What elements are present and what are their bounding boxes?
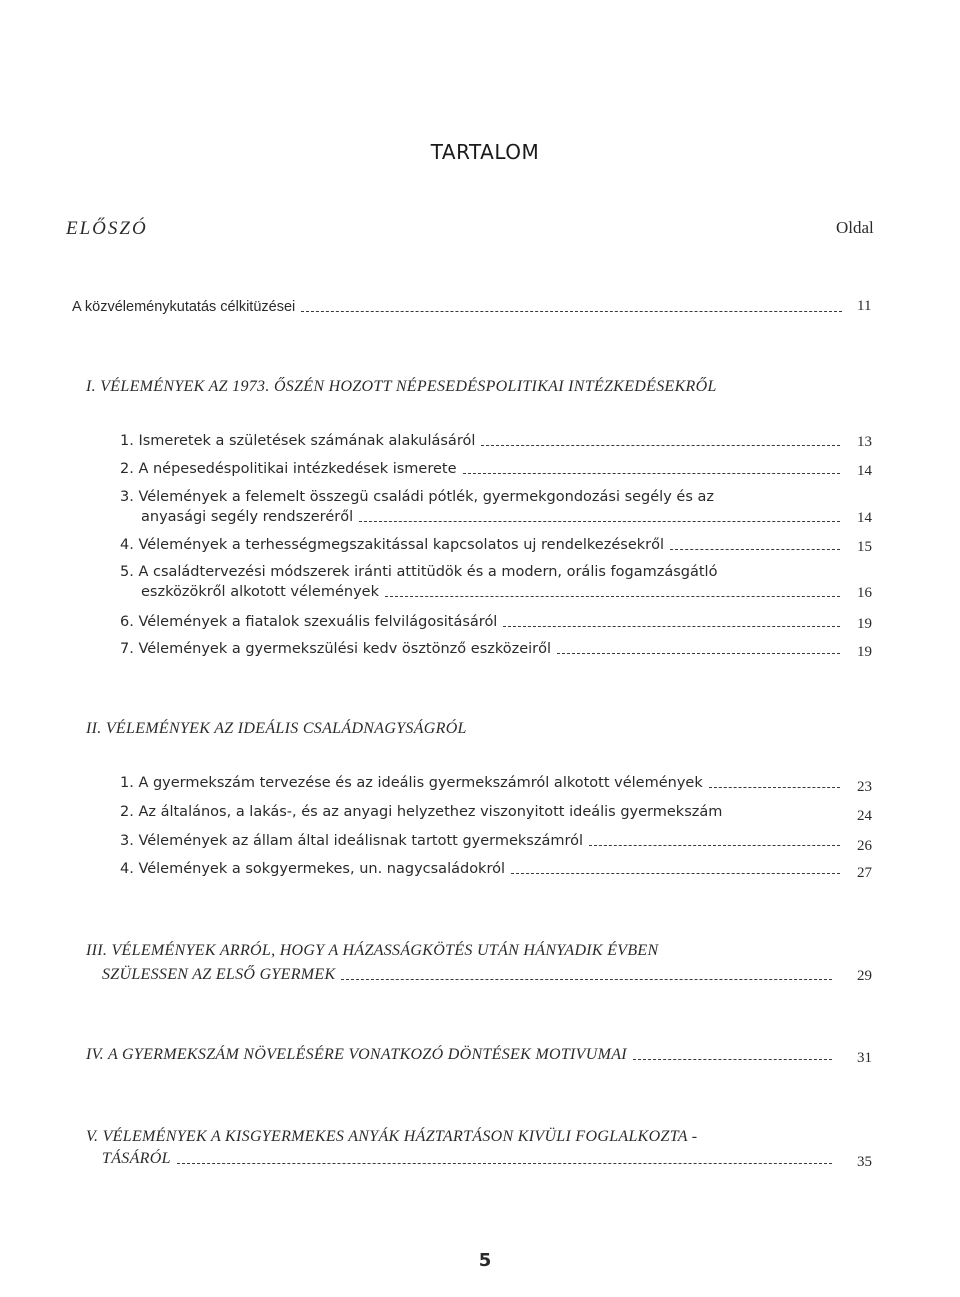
entry-page: 13 bbox=[857, 434, 872, 450]
section-heading-1: I. VÉLEMÉNYEK AZ 1973. ŐSZÉN HOZOTT NÉPESEDÉSPOLITIKAI INTÉZKEDÉSEKRŐL bbox=[86, 378, 717, 395]
entry-text: 3. Vélemények az állam által ideálisnak tartott gyermekszámról bbox=[120, 833, 584, 849]
entry-page: 29 bbox=[857, 968, 872, 984]
entry-page: 26 bbox=[857, 838, 872, 854]
section-heading-3: III. VÉLEMÉNYEK ARRÓL, HOGY A HÁZASSÁGKÖTÉS UTÁN HÁNYADIK ÉVBEN bbox=[86, 942, 659, 959]
page-title: TARTALOM bbox=[430, 140, 540, 164]
section-heading-5-cont bbox=[102, 1150, 832, 1168]
dot-leader bbox=[633, 1059, 832, 1060]
dot-leader bbox=[511, 873, 840, 874]
dot-leader bbox=[341, 979, 832, 980]
entry-page: 31 bbox=[857, 1050, 872, 1066]
entry-page: 15 bbox=[857, 539, 872, 555]
entry-page: 24 bbox=[857, 808, 872, 824]
toc-entry-1-1 bbox=[120, 432, 840, 450]
toc-entry-1-6 bbox=[120, 613, 840, 631]
dot-leader bbox=[670, 549, 840, 550]
toc-entry-2-4 bbox=[120, 860, 840, 878]
entry-text: 4. Vélemények a sokgyermekes, un. nagycsaládokról bbox=[120, 861, 506, 877]
section-heading-3-cont bbox=[102, 966, 832, 984]
entry-text: 2. Az általános, a lakás-, és az anyagi helyzethez viszonyitott ideális gyermekszám bbox=[120, 804, 723, 820]
entry-text-line: 5. A családtervezési módszerek iránti attitüdök és a modern, orális fogamzásgátló bbox=[120, 564, 718, 580]
section-text: TÁSÁRÓL bbox=[102, 1150, 171, 1167]
entry-page: 27 bbox=[857, 865, 872, 881]
section-heading-5: V. VÉLEMÉNYEK A KISGYERMEKES ANYÁK HÁZTARTÁSON KIVÜLI FOGLALKOZTA - bbox=[86, 1128, 698, 1145]
entry-page: 14 bbox=[857, 510, 872, 526]
section-text: SZÜLESSEN AZ ELSŐ GYERMEK bbox=[102, 966, 336, 983]
toc-entry-1-7 bbox=[120, 640, 840, 658]
entry-page: 16 bbox=[857, 585, 872, 601]
toc-entry-1-5 bbox=[120, 563, 840, 601]
entry-text: A közvéleménykutatás célkitüzései bbox=[72, 299, 296, 315]
toc-entry-1-2 bbox=[120, 460, 840, 478]
toc-entry-2-3 bbox=[120, 832, 840, 850]
section-text: IV. A GYERMEKSZÁM NÖVELÉSÉRE VONATKOZÓ DÖNTÉSEK MOTIVUMAI bbox=[86, 1046, 627, 1063]
dot-leader bbox=[177, 1163, 832, 1164]
section-heading-4 bbox=[86, 1046, 832, 1064]
page-number: 5 bbox=[478, 1250, 492, 1271]
entry-text: 1. Ismeretek a születések számának alakulásáról bbox=[120, 433, 476, 449]
toc-entry-2-2 bbox=[120, 803, 840, 821]
entry-page: 35 bbox=[857, 1154, 872, 1170]
dot-leader bbox=[301, 311, 842, 312]
dot-leader bbox=[503, 626, 840, 627]
entry-text: 2. A népesedéspolitikai intézkedések ismerete bbox=[120, 461, 457, 477]
entry-text: 4. Vélemények a terhességmegszakitással kapcsolatos uj rendelkezésekről bbox=[120, 537, 664, 553]
dot-leader bbox=[589, 845, 840, 846]
toc-entry-1-4 bbox=[120, 536, 840, 554]
entry-page: 23 bbox=[857, 779, 872, 795]
dot-leader bbox=[709, 787, 840, 788]
dot-leader bbox=[385, 596, 840, 597]
preface-heading: ELŐSZÓ bbox=[66, 218, 148, 239]
toc-entry-intro bbox=[72, 298, 842, 316]
entry-page: 11 bbox=[857, 298, 872, 314]
entry-text: anyasági segély rendszeréről bbox=[141, 509, 354, 525]
entry-text: 7. Vélemények a gyermekszülési kedv ösztönző eszközeiről bbox=[120, 641, 552, 657]
entry-text-line: 3. Vélemények a felemelt összegü családi pótlék, gyermekgondozási segély és az bbox=[120, 489, 714, 505]
dot-leader bbox=[481, 445, 840, 446]
entry-text: 1. A gyermekszám tervezése és az ideális gyermekszámról alkotott vélemények bbox=[120, 775, 703, 791]
dot-leader bbox=[463, 473, 840, 474]
toc-entry-1-3 bbox=[120, 488, 840, 526]
entry-page: 14 bbox=[857, 463, 872, 479]
entry-text: eszközökről alkotott vélemények bbox=[141, 584, 379, 600]
section-heading-2: II. VÉLEMÉNYEK AZ IDEÁLIS CSALÁDNAGYSÁGRÓL bbox=[86, 720, 467, 737]
entry-page: 19 bbox=[857, 616, 872, 632]
dot-leader bbox=[557, 653, 840, 654]
entry-text: 6. Vélemények a fiatalok szexuális felvilágositásáról bbox=[120, 614, 498, 630]
page-column-label: Oldal bbox=[836, 218, 874, 237]
dot-leader bbox=[359, 521, 840, 522]
entry-page: 19 bbox=[857, 644, 872, 660]
toc-entry-2-1 bbox=[120, 774, 840, 792]
